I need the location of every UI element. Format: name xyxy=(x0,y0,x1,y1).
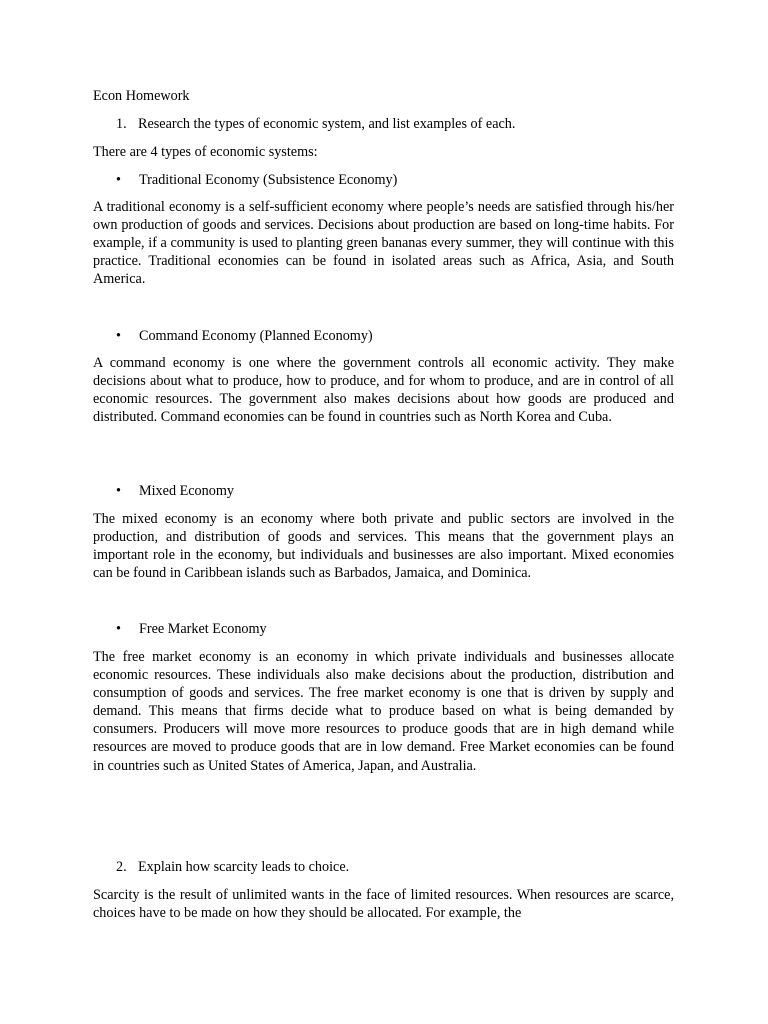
document-title: Econ Homework xyxy=(93,88,190,104)
bullet-icon: • xyxy=(116,483,121,499)
question-2 xyxy=(116,858,349,876)
section-heading-mixed xyxy=(116,482,234,500)
question-2-text: Explain how scarcity leads to choice. xyxy=(138,859,350,875)
question-1-text: Research the types of economic system, and list examples of each. xyxy=(138,116,516,132)
section-heading-text: Command Economy (Planned Economy) xyxy=(139,328,373,344)
section-body-mixed: The mixed economy is an economy where both private and public sectors are involved in the production, and distribution of goods and services. This means that the government plays an important role in the economy, but individuals and businesses are also important. Mixed economies can be found in Caribbean islands such as Barbados, Jamaica, and Dominica. xyxy=(93,511,674,582)
section-heading-text: Traditional Economy (Subsistence Economy) xyxy=(139,172,398,188)
section-heading-command xyxy=(116,327,373,345)
question-2-number: 2. xyxy=(116,859,127,875)
section-heading-text: Free Market Economy xyxy=(139,621,267,637)
section-body-command: A command economy is one where the government controls all economic activity. They make decisions about what to produce, how to produce, and for whom to produce, and are in control of all economic resources. The government also makes decisions about how goods are produced and distributed. Command economies can be found in countries such as North Korea and Cuba. xyxy=(93,355,674,426)
bullet-icon: • xyxy=(116,172,121,188)
bullet-icon: • xyxy=(116,328,121,344)
section-heading-free-market xyxy=(116,620,267,638)
question-1 xyxy=(116,115,515,133)
intro-text: There are 4 types of economic systems: xyxy=(93,144,318,160)
bullet-icon: • xyxy=(116,621,121,637)
section-heading-traditional xyxy=(116,171,397,189)
section-body-traditional: A traditional economy is a self-sufficient economy where people’s needs are satisfied through his/her own production of goods and services. Decisions about production are based on long-time habits. For example, if a community is used to planting green bananas every summer, they will continue with this practice. Traditional economies can be found in isolated areas such as Africa, Asia, and South America. xyxy=(93,199,674,288)
section-body-free-market: The free market economy is an economy in which private individuals and businesses allocate economic resources. These individuals also make decisions about the production, distribution and consumption of goods and services. The free market economy is one that is driven by supply and demand. This means that firms decide what to produce based on what is being demanded by consumers. Producers will move more resources to produce goods that are in high demand while resources are moved to produce goods that are in low demand. Free Market economies can be found in countries such as United States of America, Japan, and Australia. xyxy=(93,649,674,774)
section-heading-text: Mixed Economy xyxy=(139,483,234,499)
question-1-number: 1. xyxy=(116,116,127,132)
answer-2: Scarcity is the result of unlimited wants in the face of limited resources. When resources are scarce, choices have to be made on how they should be allocated. For example, the xyxy=(93,887,674,922)
